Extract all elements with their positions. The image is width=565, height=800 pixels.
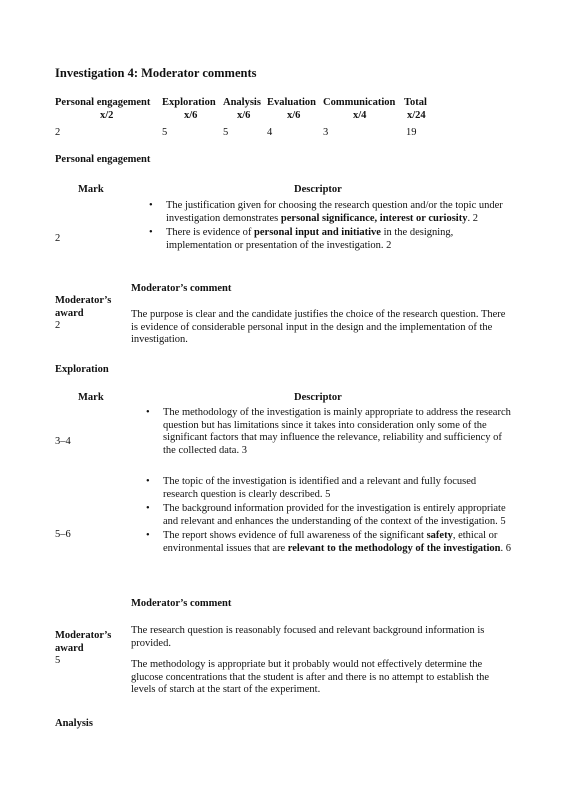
- score-header-evaluation: Evaluation: [267, 97, 317, 108]
- score-value-exploration: 5: [162, 127, 168, 138]
- pe-award-value: 2: [55, 320, 61, 331]
- score-value-total: 19: [406, 127, 417, 138]
- section-heading-exploration: Exploration: [55, 364, 109, 375]
- pe-descriptor-item: • There is evidence of personal input and initiative in the designing, implementation or presentation of the investigation. 2: [149, 227, 511, 252]
- score-value-analysis: 5: [223, 127, 229, 138]
- score-max-communication: x/4: [353, 110, 367, 121]
- pe-mark: 2: [55, 233, 61, 244]
- exploration-award-label: Moderator’s award: [55, 630, 112, 654]
- score-max-analysis: x/6: [237, 110, 251, 121]
- mark-column-header: Mark: [78, 392, 104, 403]
- exploration-descriptor-item: • The methodology of the investigation is mainly appropriate to address the research question but has limitations since it takes into consideration only some of the significant factors that may influence the relevance, reliability and sufficiency of the collected data. 3: [146, 407, 511, 457]
- section-heading-personal-engagement: Personal engagement: [55, 154, 151, 165]
- mark-column-header: Mark: [78, 184, 104, 195]
- section-heading-analysis: Analysis: [55, 718, 93, 729]
- descriptor-column-header: Descriptor: [294, 392, 342, 403]
- exploration-moderator-award: [55, 630, 125, 668]
- score-header-analysis: Analysis: [223, 97, 261, 108]
- exploration-band2-descriptor-list: [146, 476, 511, 557]
- score-value-personal-engagement: 2: [55, 127, 61, 138]
- exploration-descriptor-item: • The topic of the investigation is identified and a relevant and fully focused research question is clearly described. 5: [146, 476, 511, 501]
- score-max-evaluation: x/6: [287, 110, 301, 121]
- page-title: Investigation 4: Moderator comments: [55, 66, 257, 80]
- pe-descriptor-list: [149, 200, 511, 254]
- pe-award-label: Moderator’s award: [55, 295, 112, 319]
- exploration-moderator-comment-heading: Moderator’s comment: [131, 598, 232, 609]
- pe-descriptor-item: • The justification given for choosing the research question and/or the topic under investigation demonstrates personal significance, interest or curiosity. 2: [149, 200, 511, 225]
- score-header-personal-engagement: Personal engagement: [55, 97, 151, 108]
- exploration-descriptor-item: • The background information provided for the investigation is entirely appropriate and relevant and enhances the understanding of the context of the investigation. 5: [146, 503, 511, 528]
- descriptor-column-header: Descriptor: [294, 184, 342, 195]
- exploration-band1-descriptor-list: [146, 407, 511, 459]
- pe-moderator-comment-heading: Moderator’s comment: [131, 283, 232, 294]
- score-header-exploration: Exploration: [162, 97, 216, 108]
- exploration-descriptor-item: • The report shows evidence of full awareness of the significant safety, ethical or environmental issues that are relevant to the methodology of the investigation. 6: [146, 530, 511, 555]
- score-max-personal-engagement: x/2: [100, 110, 114, 121]
- score-header-total: Total: [404, 97, 427, 108]
- exploration-moderator-comment: The research question is reasonably focused and relevant background information is provided. The methodology is appropriate but it probably would not effectively determine the glucose concentrations that the student is after and there is no attempt to establish the levels of starch at the start of the experiment.: [131, 625, 490, 695]
- score-value-communication: 3: [323, 127, 329, 138]
- score-max-total: x/24: [407, 110, 426, 121]
- pe-moderator-award: [55, 295, 125, 333]
- exploration-band1-mark: 3–4: [55, 436, 71, 447]
- exploration-band2-mark: 5–6: [55, 529, 71, 540]
- exploration-award-value: 5: [55, 655, 61, 666]
- score-value-evaluation: 4: [267, 127, 273, 138]
- score-max-exploration: x/6: [184, 110, 198, 121]
- score-header-communication: Communication: [323, 97, 396, 108]
- pe-moderator-comment: The purpose is clear and the candidate justifies the choice of the research question. There is evidence of considerable personal input in the design and the implementation of the investigation.: [131, 309, 506, 345]
